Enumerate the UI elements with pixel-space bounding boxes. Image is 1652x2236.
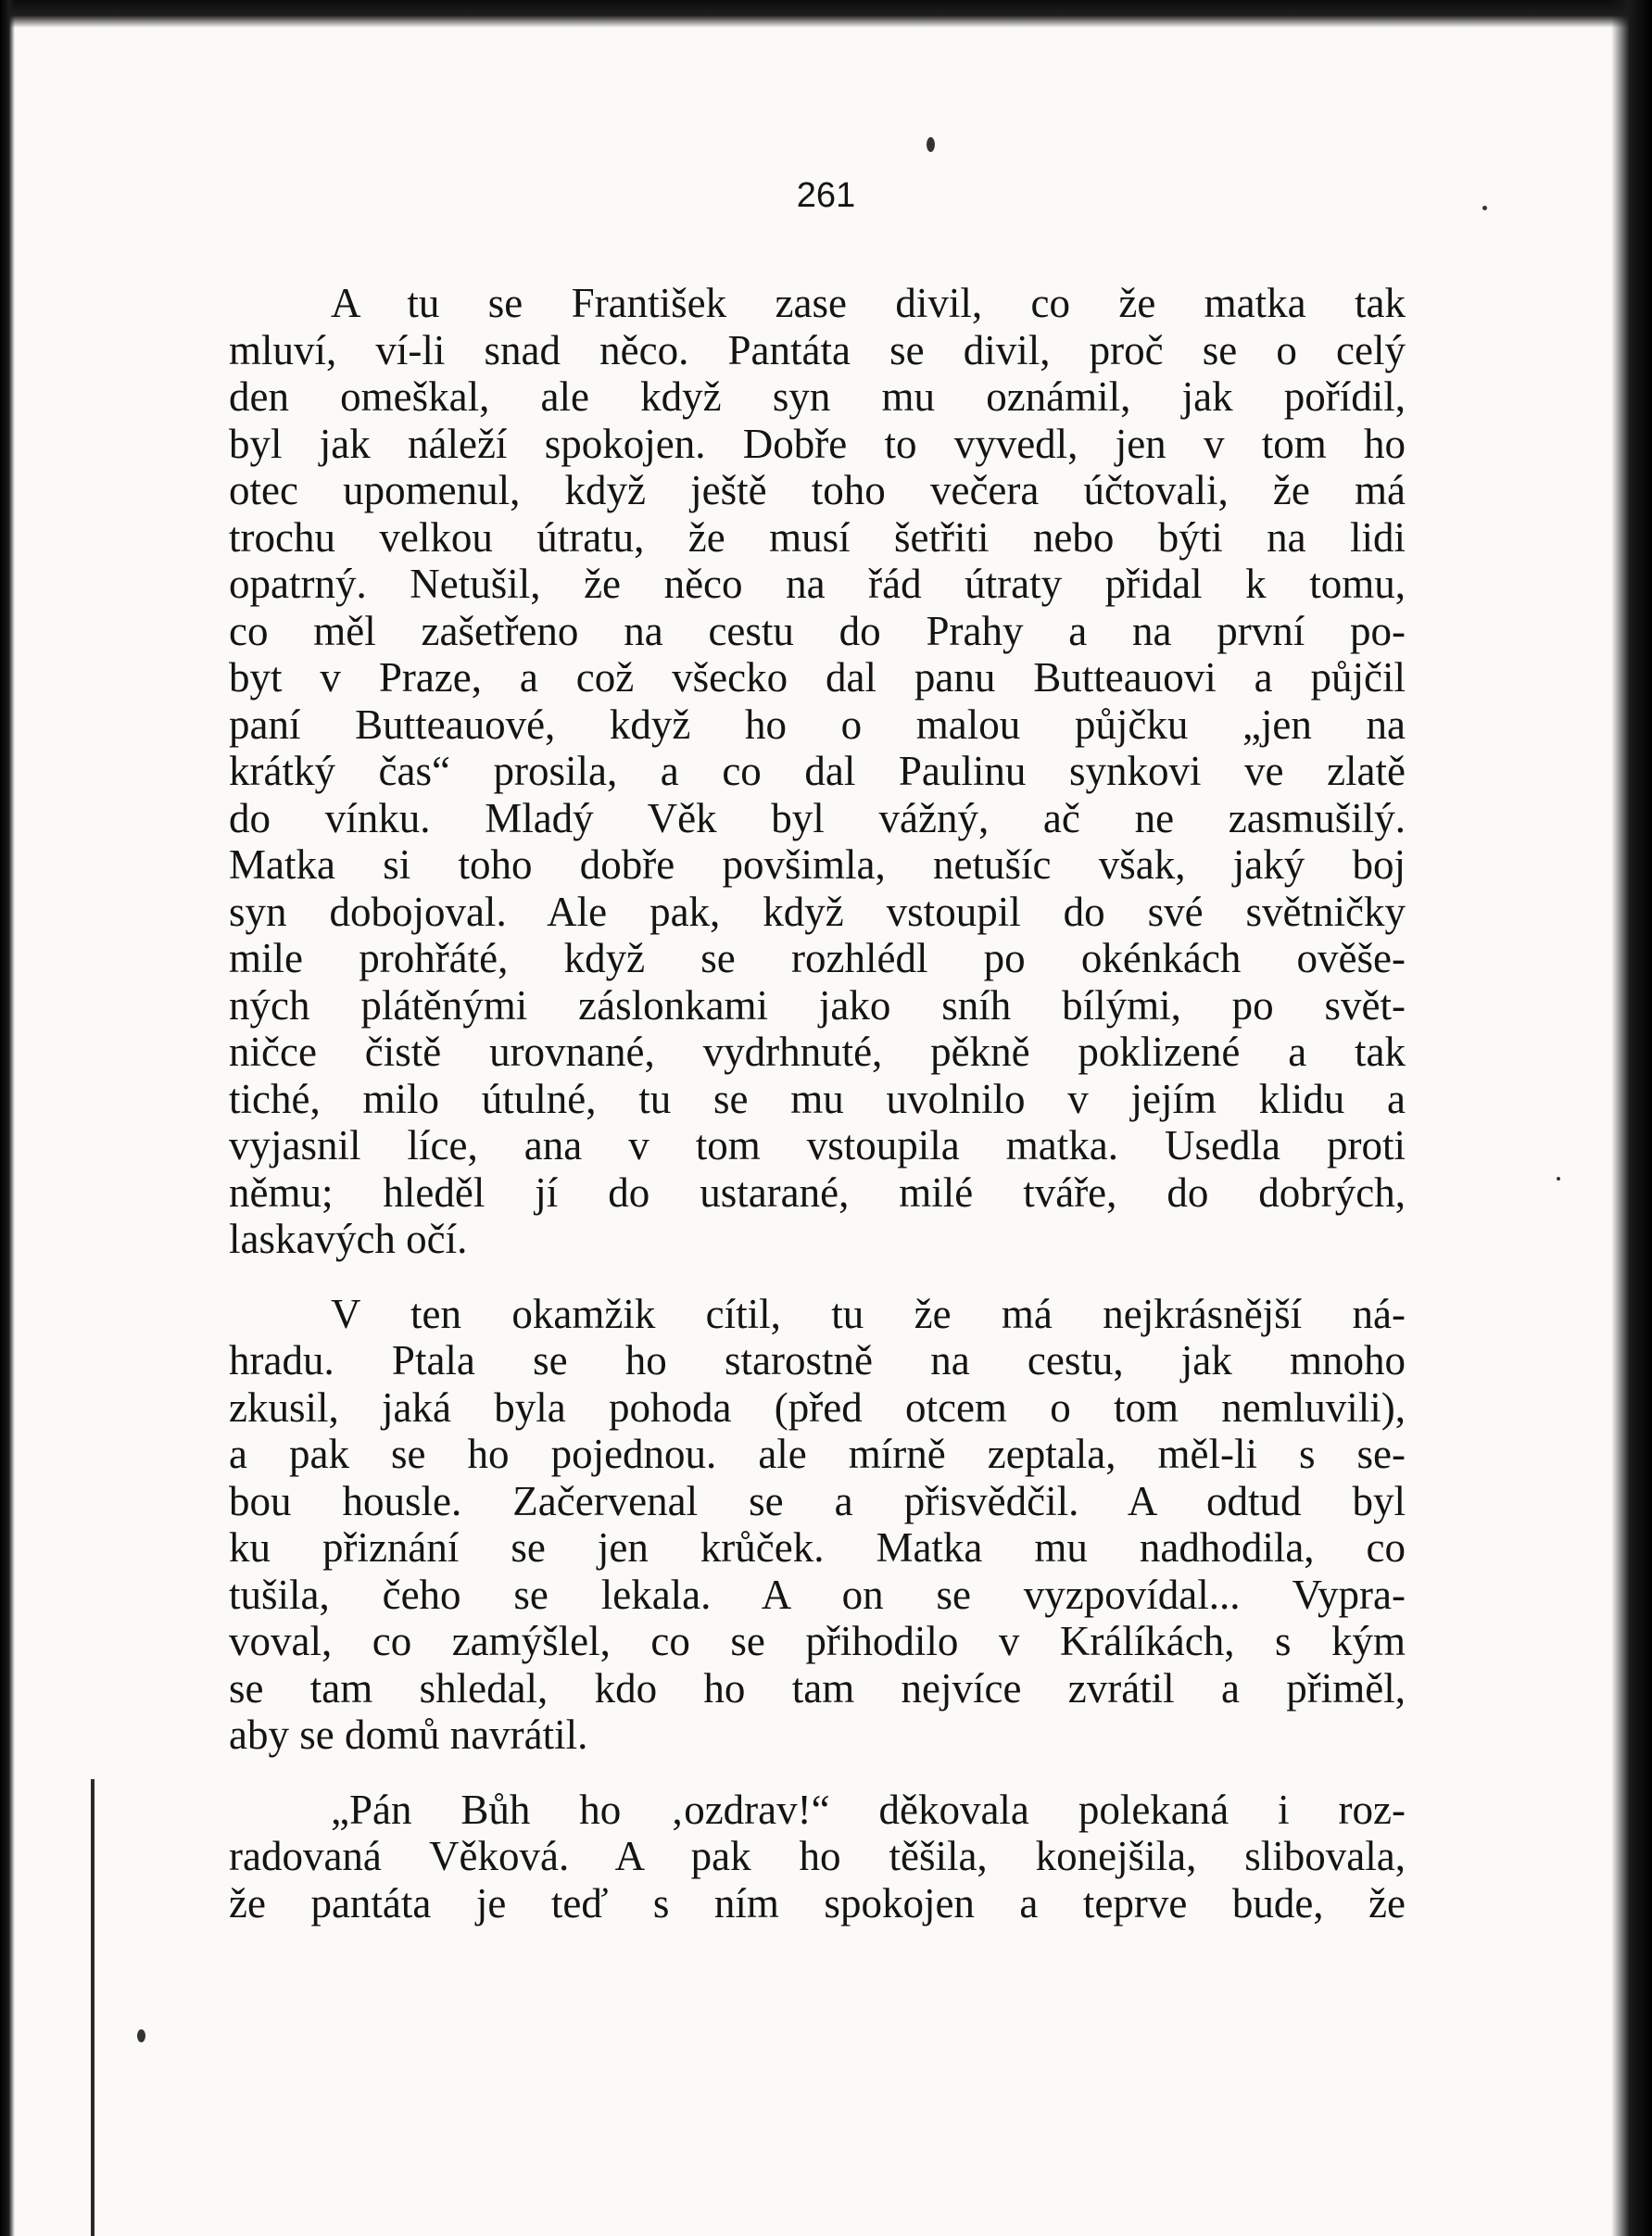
text-line: ku přiznání se jen krůček. Matka mu nadhodila, co — [229, 1524, 1406, 1571]
text-line: opatrný. Netušil, že něco na řád útraty přidal k tomu, — [229, 561, 1406, 607]
text-line: Matka si toho dobře povšimla, netušíc však, jaký boj — [229, 841, 1406, 888]
scan-speck — [927, 137, 935, 152]
paragraph-gap — [229, 1263, 1406, 1291]
text-line: A tu se František zase divil, co že matka tak — [331, 280, 1406, 326]
text-line: vyjasnil líce, ana v tom vstoupila matka. Usedla proti — [229, 1122, 1406, 1169]
text-line: laskavých očí. — [229, 1216, 468, 1262]
text-line: mile prohřáté, když se rozhlédl po okénkách ověše- — [229, 935, 1406, 981]
text-line: paní Butteauové, když ho o malou půjčku „jen na — [229, 701, 1406, 748]
text-line: ničce čistě urovnané, vydrhnuté, pěkně poklizené a tak — [229, 1029, 1406, 1075]
text-line: byl jak náleží spokojen. Dobře to vyvedl, jen v tom ho — [229, 420, 1406, 467]
text-line: ných plátěnými záslonkami jako sníh bílými, po svět- — [229, 981, 1406, 1029]
text-line: co měl zašetřeno na cestu do Prahy a na první po- — [229, 607, 1406, 654]
paragraph — [229, 1787, 1406, 1927]
text-line: mluví, ví-li snad něco. Pantáta se divil, proč se o celý — [229, 326, 1406, 373]
text-line: do vínku. Mladý Věk byl vážný, ač ne zasmušilý. — [229, 794, 1406, 841]
scan-edge-top — [0, 0, 1652, 28]
scan-edge-right — [1611, 0, 1652, 2236]
text-line: že pantáta je teď s ním spokojen a teprve bude, že — [229, 1879, 1406, 1926]
scan-edge-left — [0, 0, 15, 2236]
paragraph — [229, 280, 1406, 1263]
text-line: voval, co zamýšlel, co se přihodilo v Králíkách, s kým — [229, 1618, 1406, 1664]
text-line: den omeškal, ale když syn mu oznámil, jak pořídil, — [229, 373, 1406, 420]
text-line: krátký čas“ prosila, a co dal Paulinu synkovi ve zlatě — [229, 748, 1406, 794]
text-line: otec upomenul, když ještě toho večera účtovali, že má — [229, 467, 1406, 513]
text-line: tiché, milo útulné, tu se mu uvolnilo v jejím klidu a — [229, 1075, 1406, 1122]
text-line: a pak se ho pojednou. ale mírně zeptala, měl-li s se- — [229, 1431, 1406, 1477]
text-line: tušila, čeho se lekala. A on se vyzpovídal... Vypra- — [229, 1571, 1406, 1618]
body-text — [229, 280, 1406, 1926]
text-line: V ten okamžik cítil, tu že má nejkrásnější ná- — [331, 1290, 1406, 1337]
text-line: syn dobojoval. Ale pak, když vstoupil do své světničky — [229, 888, 1406, 935]
paragraph — [229, 1291, 1406, 1759]
scan-speck — [1557, 1177, 1560, 1181]
text-line: aby se domů navrátil. — [229, 1712, 588, 1758]
text-line: byt v Praze, a což všecko dal panu Butteauovi a půjčil — [229, 654, 1406, 701]
scan-speck — [137, 2029, 145, 2042]
text-line: bou housle. Začervenal se a přisvědčil. A odtud byl — [229, 1477, 1406, 1524]
text-line: hradu. Ptala se ho starostně na cestu, jak mnoho — [229, 1337, 1406, 1383]
text-line: radovaná Věková. A pak ho těšila, konejšila, slibovala, — [229, 1833, 1406, 1879]
scan-spine-mark — [91, 1779, 95, 2236]
text-line: trochu velkou útratu, že musí šetřiti nebo býti na lidi — [229, 513, 1406, 561]
text-line: „Pán Bůh ho ‚ozdrav!“ děkovala polekaná i roz- — [331, 1786, 1406, 1833]
paragraph-gap — [229, 1759, 1406, 1787]
text-line: němu; hleděl jí do ustarané, milé tváře, do dobrých, — [229, 1169, 1406, 1216]
text-line: zkusil, jaká byla pohoda (před otcem o tom nemluvili), — [229, 1383, 1406, 1431]
page-number: 261 — [796, 176, 856, 215]
text-line: se tam shledal, kdo ho tam nejvíce zvrátil a přiměl, — [229, 1664, 1406, 1712]
